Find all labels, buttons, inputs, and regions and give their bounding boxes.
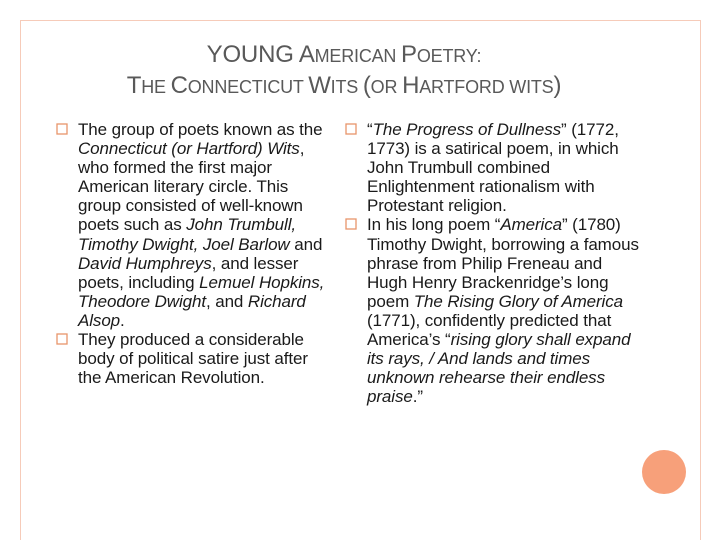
text-run: They produced a considerable body of political satire just after the American Revolution. — [78, 330, 308, 388]
title-run: W — [308, 72, 331, 99]
bullet-text — [78, 330, 328, 387]
text-run: and — [289, 234, 323, 254]
title-line-1 — [24, 40, 664, 71]
checkbox-square-icon — [56, 330, 78, 387]
italic-run: America — [500, 215, 562, 235]
text-run: ” (1772, 1773) is a satirical poem, in which John Trumbull combined Enlightenment rationalism with Protestant religion. — [367, 120, 619, 216]
text-run: “ — [367, 120, 373, 139]
title-run: T — [126, 72, 142, 99]
italic-run: John Trumbull, Timothy Dwight, Joel Barlow — [78, 215, 297, 254]
text-run: , and lesser poets, including — [78, 253, 299, 292]
title-run: YOUNG — [206, 41, 299, 68]
italic-run: The Progress of Dullness — [372, 120, 562, 139]
bullet-text — [367, 120, 645, 215]
bullet-text — [78, 120, 328, 330]
italic-run: Lemuel Hopkins, Theodore Dwight — [78, 272, 325, 311]
right-column — [345, 120, 645, 406]
italic-run: David Humphreys — [78, 253, 212, 273]
text-run: , and — [205, 291, 248, 311]
checkbox-square-icon — [345, 120, 367, 215]
title-run: OR — [370, 77, 403, 97]
text-run: In his long poem “ — [367, 215, 501, 235]
italic-run: The Rising Glory of America — [413, 291, 623, 311]
italic-run: rising glory shall expand its rays, / And lands and times unknown rehearse their endless praise — [367, 330, 631, 407]
checkbox-square-icon — [345, 215, 367, 406]
bullet-item — [56, 330, 328, 387]
text-run: , who formed the first major American literary circle. This group consisted of well-known poets such as — [78, 139, 305, 235]
title-run: C — [170, 72, 188, 99]
title-run: A — [298, 41, 315, 68]
bullet-text — [367, 215, 645, 406]
title-run: ( — [362, 72, 371, 99]
text-run: (1771), confidently predicted that America’s “ — [367, 310, 612, 350]
text-run: ” (1780) Timothy Dwight, borrowing a famous phrase from Philip Freneau and Hugh Henry Brackenridge’s long poem — [367, 215, 639, 311]
title-run: ) — [553, 72, 562, 99]
accent-circle — [642, 450, 686, 494]
title-run: MERICAN — [314, 46, 402, 66]
bullet-item — [56, 120, 328, 330]
text-run: The group of poets known as the — [78, 120, 323, 139]
italic-run: Richard Alsop — [78, 291, 306, 330]
slide-title — [24, 40, 664, 102]
checkbox-square-icon — [56, 120, 78, 330]
bullet-item — [345, 120, 645, 215]
title-run: ITS — [330, 77, 363, 97]
title-run: ONNECTICUT — [187, 77, 309, 97]
title-run: ARTFORD WITS — [419, 77, 554, 97]
left-column — [56, 120, 328, 387]
italic-run: Connecticut (or Hartford) Wits — [78, 139, 300, 159]
title-run: HE — [141, 77, 171, 97]
title-run: P — [401, 41, 417, 68]
title-run: H — [402, 72, 420, 99]
bullet-item — [345, 215, 645, 406]
title-line-2 — [24, 71, 664, 102]
title-run: OETRY: — [416, 46, 482, 66]
text-run: . — [120, 310, 125, 330]
text-run: .” — [412, 387, 423, 407]
